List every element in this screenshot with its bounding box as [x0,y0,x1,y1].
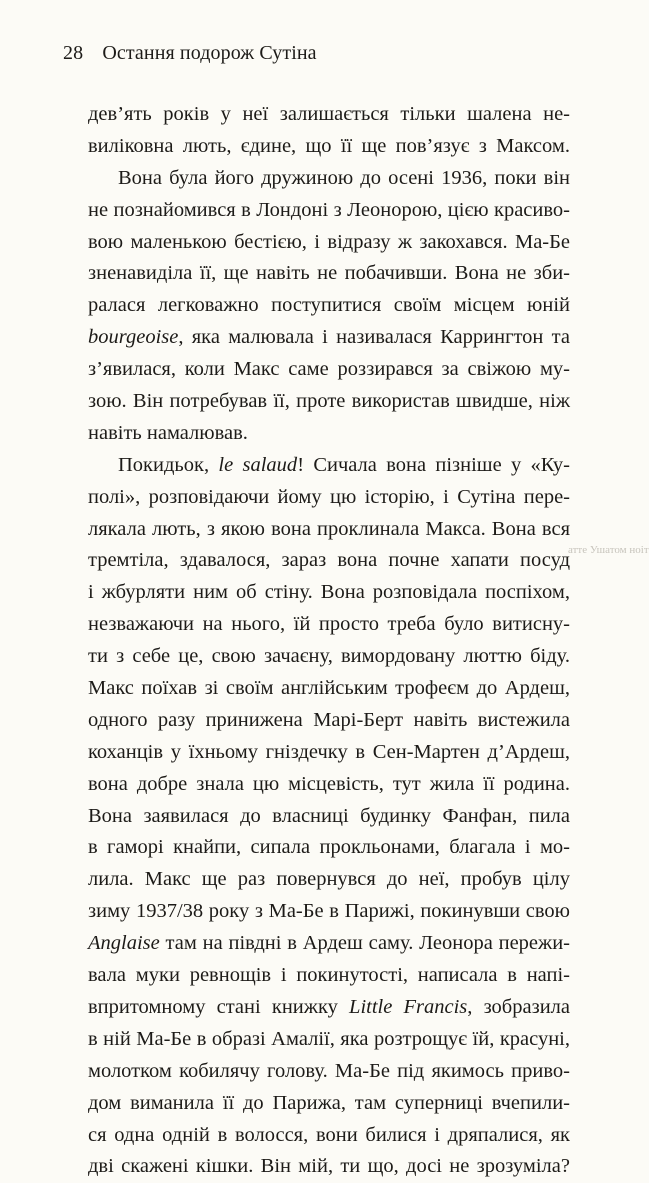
body-line: ралася легковажно поступитися своїм місцем юній [88,294,570,317]
body-line: лякала лють, з якою вона проклинала Макса. Вона вся [88,517,570,540]
body-line: виліковна лють, єдине, що її ще пов’язує з Максом. [88,134,570,157]
body-line: Вона була його дружиною до осені 1936, поки він [118,166,570,189]
body-line: дев’ять років у неї залишається тільки шалена не- [88,103,570,125]
body-line: полі», розповідаючи йому цю історію, і Сутіна пере- [88,485,570,508]
running-header [63,42,317,65]
body-line: незважаючи на нього, їй просто треба було витисну- [88,613,570,636]
body-line: зиму 1937/38 року з Ма-Бе в Парижі, покинувши свою [88,900,570,923]
italic-term: bourgeoise [88,326,179,349]
book-title: Остання подорож Сутіна [102,42,317,64]
body-line: коханців у їхньому гніздечку в Сен-Мартен д’Ардеш, [88,740,570,763]
body-line: навіть намалював. [88,421,248,444]
body-line: зненавиділа її, ще навіть не побачивши. Вона не зби- [88,262,570,285]
body-line: лила. Макс ще раз повернувся до неї, пробув цілу [88,868,570,891]
italic-term: Anglaise [88,932,160,955]
body-line: ся одна одній в волосся, вони билися і дряпалися, як [88,1123,570,1146]
body-line: ти з себе це, свою зачаєну, вимордовану люттю біду. [88,645,570,668]
body-line: bourgeoise, яка малювала і називалася Каррингтон та [88,326,570,349]
body-line: в гаморі кнайпи, сипала прокльонами, благала і мо- [88,836,570,859]
body-line: вона добре знала цю місцевість, тут жила її родина. [88,772,570,795]
italic-term: le salaud [218,453,298,476]
body-line: впритомному стані книжку Little Francis, зобразила [88,995,570,1018]
bleed-through-text: атте Ушатом ноіт [568,544,649,556]
body-line: тремтіла, здавалося, зараз вона почне хапати посуд [88,549,570,572]
body-line: не познайомився в Лондоні з Леонорою, цією красиво- [88,198,570,221]
body-line: дом виманила її до Парижа, там суперниці вчепили- [88,1091,570,1114]
italic-term: Little Francis [349,995,468,1018]
body-line: з’явилася, коли Макс саме роззирався за свіжою му- [88,358,570,381]
body-line: в ній Ма-Бе в образі Амалії, яка розтрощує їй, красуні, [88,1027,570,1050]
body-line: Anglaise там на півдні в Ардеш саму. Леонора пережи- [88,932,570,955]
body-line: одного разу принижена Марі-Берт навіть вистежила [88,708,570,731]
body-line: вою маленькою бестією, і відразу ж закохався. Ма-Бе [88,230,570,253]
body-line: зою. Він потребував її, проте використав швидше, ніж [88,390,570,413]
page-number: 28 [63,42,84,64]
body-line: і жбурляти ним об стіну. Вона розповідала поспіхом, [88,581,570,604]
body-line: Макс поїхав зі своїм англійським трофеєм до Ардеш, [88,677,570,700]
body-line: дві скажені кішки. Він мій, ти що, досі не зрозуміла? [88,1155,570,1178]
body-line: Вона заявилася до власниці будинку Фанфан, пила [88,804,570,827]
body-text [88,99,570,1183]
body-line: вала муки ревнощів і покинутості, написала в напі- [88,964,570,987]
body-line: молотком кобилячу голову. Ма-Бе під якимось приво- [88,1059,570,1082]
body-line: Покидьок, le salaud! Сичала вона пізніше у «Ку- [118,453,570,476]
